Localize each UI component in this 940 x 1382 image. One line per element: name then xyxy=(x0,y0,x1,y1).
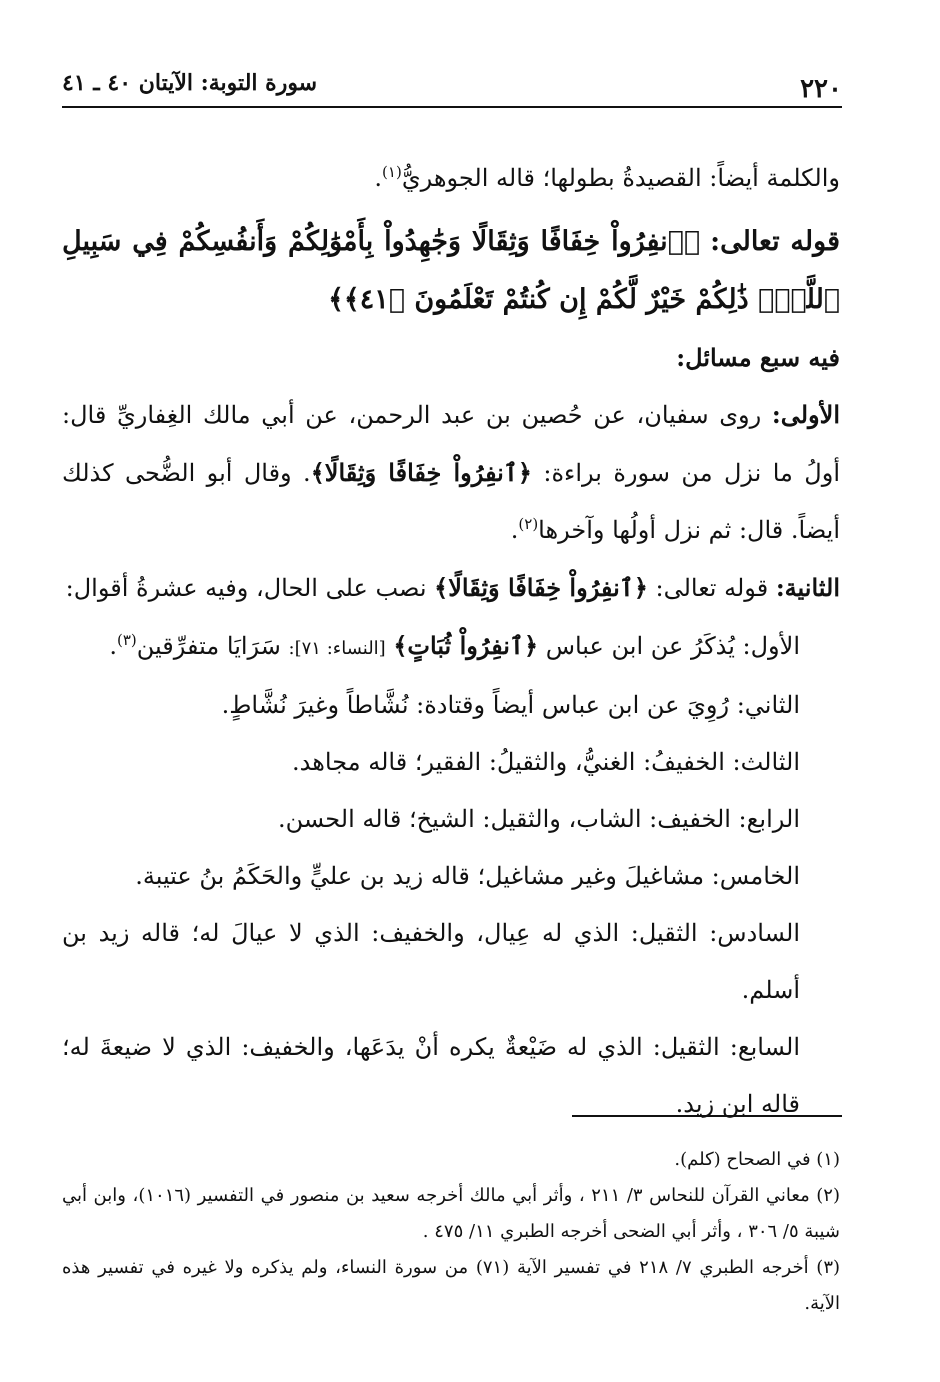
page-number: ٢٢٠ xyxy=(800,74,842,104)
issue-label: الأولى: xyxy=(771,400,840,429)
opinion-text: الأول: يُذكَرُ عن ابن عباس xyxy=(545,632,800,660)
footnote-ref: (٢) xyxy=(518,515,539,533)
issues-heading: فيه سبع مسائل: xyxy=(676,343,840,372)
intro-text: والكلمة أيضاً: القصيدةُ بطولها؛ قاله الجوهريُّ xyxy=(401,164,840,192)
opinion-7: السابع: الثقيل: الذي له ضَيْعةٌ يكره أنْ يدَعَها، والخفيف: الذي لا ضيعةَ له؛ قاله ابن زيد. xyxy=(62,1033,800,1118)
quran-quote: ﴿ٱنفِرُواْ خِفَافًا وَثِقَالًا﴾ xyxy=(434,573,648,602)
page-header xyxy=(62,66,842,108)
footnote-divider xyxy=(572,1115,842,1117)
quran-quote: ﴿ٱنفِرُواْ خِفَافًا وَثِقَالًا﴾ xyxy=(310,458,532,487)
opinion-2: الثاني: رُوِيَ عن ابن عباس أيضاً وقتادة: نُشَّاطاً وغيرَ نُشَّاطٍ. xyxy=(221,691,800,719)
opinion-1 xyxy=(62,617,840,677)
opinion-6: السادس: الثقيل: الذي له عِيال، والخفيف: الذي لا عيالَ له؛ قاله زيد بن أسلم. xyxy=(62,919,800,1004)
opinion-5: الخامس: مشاغيلَ وغير مشاغيل؛ قاله زيد بن عليٍّ والحَكَمُ بنُ عتيبة. xyxy=(135,862,800,890)
footnote-2: (٢) معاني القرآن للنحاس ٣/ ٢١١ ، وأثر أبي مالك أخرجه سعيد بن منصور في التفسير (١٠١٦)، وابن أبي شيبة ٥/ ٣٠٦ ، وأثر أبي الضحى أخرجه الطبري ١١/ ٤٧٥ . xyxy=(62,1185,840,1242)
verse-text: ﴿ٱنفِرُواْ خِفَافًا وَثِقَالًا وَجَٰهِدُواْ بِأَمْوَٰلِكُمْ وَأَنفُسِكُمْ فِي سَبِيلِ ٱللَّهِۚ ذَٰلِكُمْ خَيْرٌ لَّكُمْ إِن كُنتُمْ تَعْلَمُونَ ﴿٤١﴾﴾ xyxy=(62,226,840,315)
opinion-text: سَرَايَا متفرِّقين xyxy=(136,632,281,660)
footnote-3: (٣) أخرجه الطبري ٧/ ٢١٨ في تفسير الآية (٧١) من سورة النساء، ولم يذكره ولا غيره في تفسير هذه الآية. xyxy=(62,1257,841,1314)
opinion-4: الرابع: الخفيف: الشاب، والثقيل: الشيخ؛ قاله الحسن. xyxy=(278,805,800,833)
footnote-ref: (١) xyxy=(382,163,402,181)
issue-text: روى سفيان، عن حُصين بن عبد الرحمن، عن أبي مالك الغِفاريِّ قال: أولُ ما نزل من سورة براءة: xyxy=(62,401,841,487)
verse-label: قوله تعالى: xyxy=(710,226,840,257)
running-title: سورة التوبة: الآيتان ٤٠ ـ ٤١ xyxy=(62,70,318,96)
issue-first: الأولى: روى سفيان، عن حُصين بن عبد الرحمن، عن أبي مالك الغِفاريِّ قال: أولُ ما نزل من سورة براءة: ﴿ٱنفِرُواْ خِفَافًا وَثِقَالًا﴾. وقال أبو الضُّحى كذلك أيضاً. قال: ثم نزل أولُها وآخرها$^{(٢)}$. xyxy=(62,400,841,544)
surah-reference: [النساء: ٧١]: xyxy=(288,638,386,659)
main-text xyxy=(62,150,840,1133)
issue-text: قوله تعالى: xyxy=(655,574,769,602)
verse-paragraph xyxy=(62,213,840,329)
paragraph-intro: والكلمة أيضاً: القصيدةُ بطولها؛ قاله الجوهريُّ$^{(١)}$. xyxy=(374,163,840,192)
issue-text: . وقال أبو الضُّحى كذلك أيضاً. قال: ثم نزل أولُها وآخرها xyxy=(62,459,840,544)
opinion-3: الثالث: الخفيفُ: الغنيُّ، والثقيلُ: الفقير؛ قاله مجاهد. xyxy=(292,748,800,776)
quran-quote: ﴿ٱنفِرُواْ ثُبَاتٍ﴾ xyxy=(393,631,539,660)
punctuation: . xyxy=(109,632,117,660)
footnotes xyxy=(62,1142,840,1322)
issue-label: الثانية: xyxy=(775,573,840,602)
issue-text: نصب على الحال، وفيه عشرةُ أقوال: xyxy=(65,574,427,602)
issue-second xyxy=(62,559,840,617)
footnote-ref: (٣) xyxy=(117,631,137,649)
footnote-1: (١) في الصحاح (كلم). xyxy=(674,1149,840,1170)
